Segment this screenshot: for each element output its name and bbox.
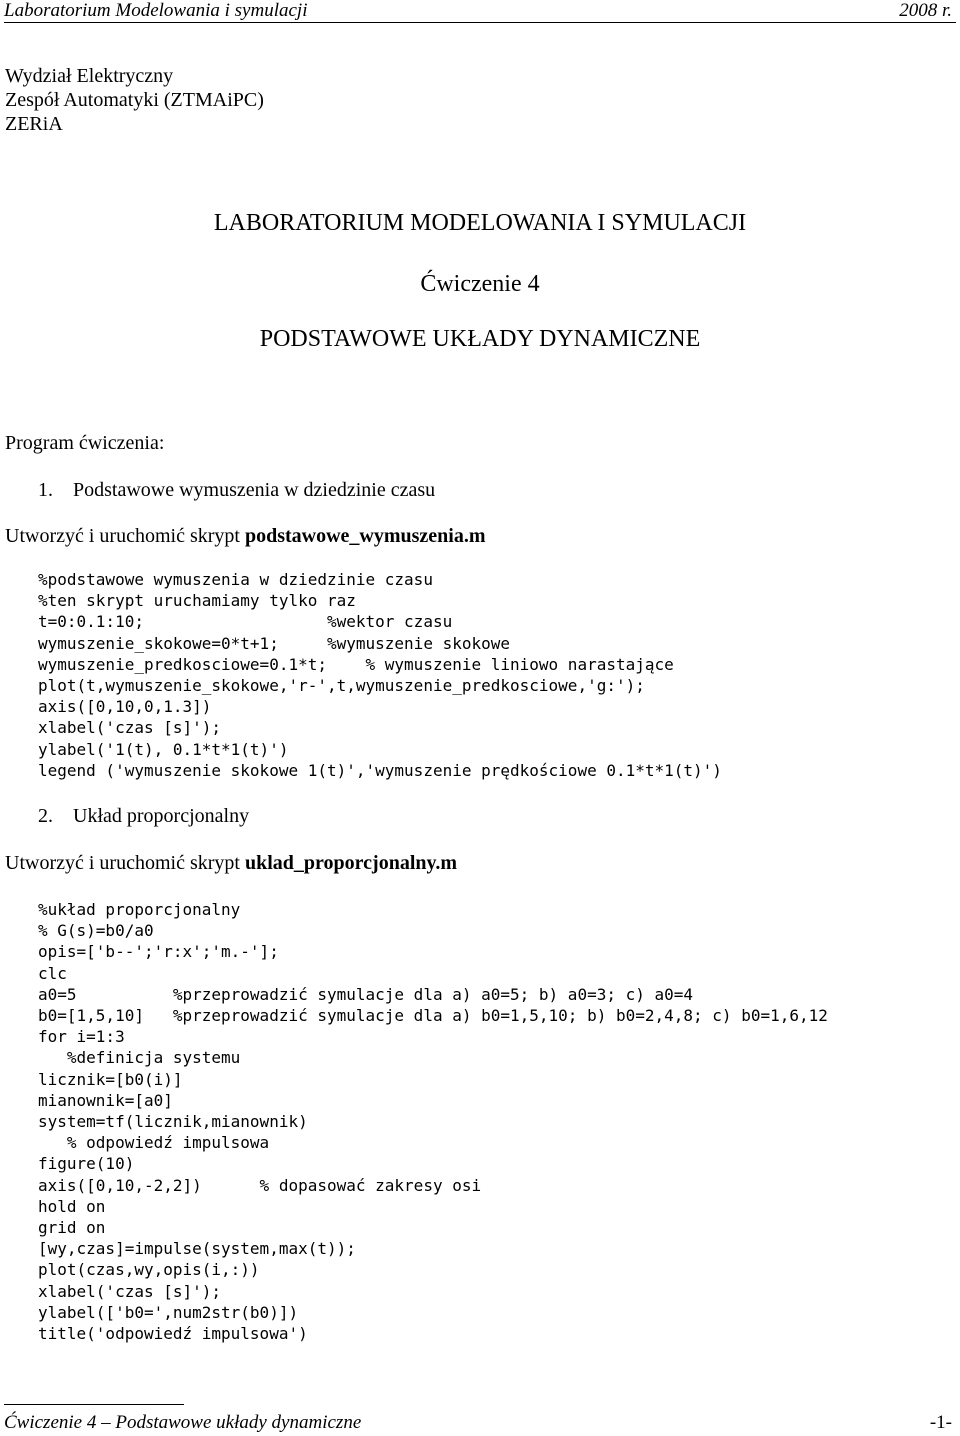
lab-title: LABORATORIUM MODELOWANIA I SYMULACJI <box>213 210 747 236</box>
code-block-1 <box>38 569 722 781</box>
code-line: clc <box>38 963 67 983</box>
page-header <box>4 0 956 23</box>
code-line: axis([0,10,-2,2]) % dopasować zakresy osi <box>38 1175 482 1195</box>
code-block-2 <box>38 899 828 1344</box>
code-line: hold on <box>38 1196 106 1216</box>
code-line: system=tf(licznik,mianownik) <box>38 1112 308 1132</box>
code-line: [wy,czas]=impulse(system,max(t)); <box>38 1239 356 1259</box>
page-number: -1- <box>929 1412 952 1433</box>
code-line: plot(t,wymuszenie_skokowe,'r-',t,wymuszenie_predkosciowe,'g:'); <box>38 676 645 696</box>
code-line: grid on <box>38 1218 106 1238</box>
code-line: xlabel('czas [s]'); <box>38 1281 222 1301</box>
header-year: 2008 r. <box>899 0 952 21</box>
section-title: Układ proporcjonalny <box>73 805 250 827</box>
section-1-instruction <box>5 524 486 548</box>
footer-dash: – <box>96 1412 116 1433</box>
instruction-text: Utworzyć i uruchomić skrypt <box>5 852 245 874</box>
instruction-text: Utworzyć i uruchomić skrypt <box>5 525 245 547</box>
section-title: Podstawowe wymuszenia w dziedzinie czasu <box>73 479 436 501</box>
code-line: ylabel(['b0=',num2str(b0)]) <box>38 1302 299 1322</box>
code-line: t=0:0.1:10; %wektor czasu <box>38 612 453 632</box>
code-line: xlabel('czas [s]'); <box>38 718 222 738</box>
section-2-instruction <box>5 851 457 875</box>
program-heading: Program ćwiczenia: <box>5 432 165 454</box>
code-line: for i=1:3 <box>38 1027 125 1047</box>
code-line: b0=[1,5,10] %przeprowadzić symulacje dla a) b0=1,5,10; b) b0=2,4,8; c) b0=1,6,12 <box>38 1006 828 1026</box>
code-line: mianownik=[a0] <box>38 1090 173 1110</box>
code-line: ylabel('1(t), 0.1*t*1(t)') <box>38 739 289 759</box>
code-line: %ten skrypt uruchamiamy tylko raz <box>38 591 356 611</box>
exercise-name: PODSTAWOWE UKŁADY DYNAMICZNE <box>259 326 701 352</box>
footer-divider <box>4 1404 184 1405</box>
code-line: wymuszenie_predkosciowe=0.1*t; % wymuszenie liniowo narastające <box>38 654 674 674</box>
footer-caption <box>4 1412 361 1434</box>
code-line: licznik=[b0(i)] <box>38 1069 183 1089</box>
institution-line: ZERiA <box>5 113 63 135</box>
code-line: %układ proporcjonalny <box>38 900 241 919</box>
section-number: 2. <box>38 805 53 827</box>
code-line: %podstawowe wymuszenia w dziedzinie czasu <box>38 570 433 589</box>
code-line: legend ('wymuszenie skokowe 1(t)','wymuszenie prędkościowe 0.1*t*1(t)') <box>38 760 722 780</box>
section-1-heading <box>38 478 435 502</box>
code-line: plot(czas,wy,opis(i,:)) <box>38 1260 260 1280</box>
section-2-heading <box>38 804 249 828</box>
code-line: % G(s)=b0/a0 <box>38 921 154 941</box>
code-line: axis([0,10,0,1.3]) <box>38 697 212 717</box>
script-name: uklad_proporcjonalny.m <box>244 852 458 874</box>
code-line: title('odpowiedź impulsowa') <box>38 1324 308 1344</box>
footer-topic: Podstawowe układy dynamiczne <box>115 1412 362 1433</box>
header-title: Laboratorium Modelowania i symulacji <box>4 0 308 21</box>
footer-exercise: Ćwiczenie 4 <box>4 1412 97 1433</box>
institution-line: Wydział Elektryczny <box>5 65 174 87</box>
code-line: %definicja systemu <box>38 1048 241 1068</box>
section-number: 1. <box>38 479 53 501</box>
code-line: wymuszenie_skokowe=0*t+1; %wymuszenie skokowe <box>38 633 511 653</box>
code-line: a0=5 %przeprowadzić symulacje dla a) a0=5; b) a0=3; c) a0=4 <box>38 984 694 1004</box>
code-line: opis=['b--';'r:x';'m.-']; <box>38 942 279 962</box>
institution-line: Zespół Automatyki (ZTMAiPC) <box>5 89 264 111</box>
exercise-number: Ćwiczenie 4 <box>420 271 540 297</box>
script-name: podstawowe_wymuszenia.m <box>244 525 486 547</box>
institution-block <box>5 64 264 136</box>
code-line: figure(10) <box>38 1154 135 1174</box>
code-line: % odpowiedź impulsowa <box>38 1133 270 1153</box>
